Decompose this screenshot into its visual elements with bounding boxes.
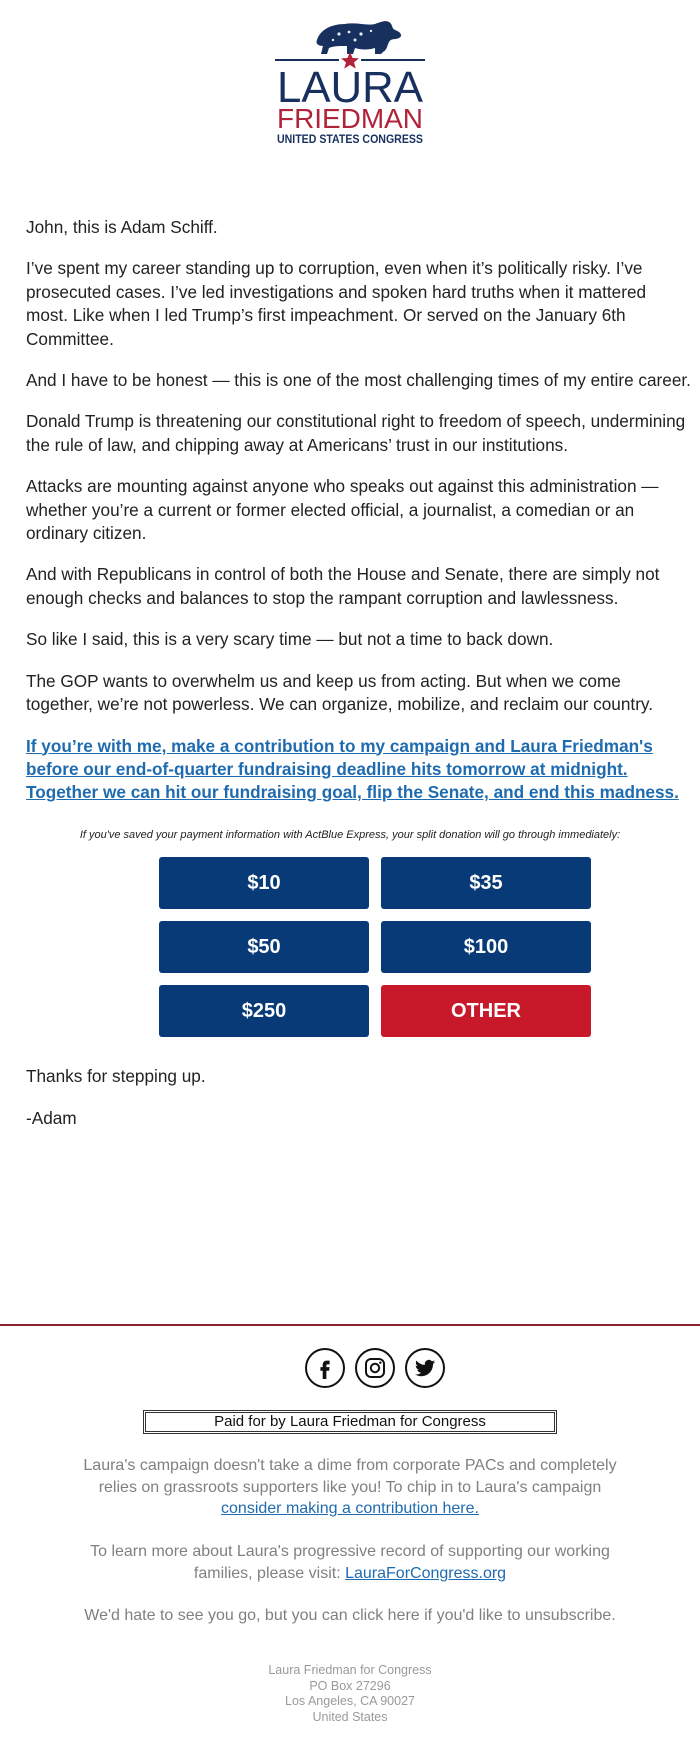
website-link[interactable]: LauraForCongress.org: [345, 1564, 507, 1582]
unsubscribe-link[interactable]: We'd hate to see you go, but you can click here if you'd like to unsubscribe.: [84, 1607, 616, 1624]
campaign-logo: [0, 10, 700, 155]
bear-icon: [316, 21, 401, 54]
paid-for-disclaimer: Paid for by Laura Friedman for Congress: [143, 1410, 557, 1434]
paragraph-gop: The GOP wants to overwhelm us and keep us from acting. But when we come together, we’re not powerless. We can organize, mobilize, and reclaim our country.: [26, 670, 654, 715]
contribution-link[interactable]: consider making a contribution here.: [221, 1500, 479, 1518]
logo-subtitle: UNITED STATES CONGRESS: [277, 132, 423, 146]
paragraph-scary: So like I said, this is a very scary time — but not a time to back down.: [26, 629, 554, 650]
donate-10-button[interactable]: $10: [159, 857, 369, 909]
footer-pacs-text: Laura's campaign doesn't take a dime from corporate PACs and completely relies on grassroots supporters like you! To chip in to Laura's campaign consider making a contribution here.: [83, 1457, 617, 1518]
instagram-icon[interactable]: [355, 1348, 395, 1388]
signature: -Adam: [26, 1108, 77, 1128]
logo-last-name: FRIEDMAN: [277, 103, 423, 134]
donate-35-button[interactable]: $35: [381, 857, 591, 909]
logo-first-name: LAURA: [277, 63, 424, 112]
twitter-icon[interactable]: [405, 1348, 445, 1388]
paragraph-republicans: And with Republicans in control of both the House and Senate, there are simply not enough checks and balances to stop the rampant corruption and lawlessness.: [26, 564, 660, 608]
paragraph-honest: And I have to be honest — this is one of the most challenging times of my entire career.: [26, 370, 691, 391]
greeting: John, this is Adam Schiff.: [26, 217, 218, 237]
footer-learn-text: To learn more about Laura's progressive record of supporting our working families, please visit: LauraForCongress.org: [90, 1543, 610, 1582]
paragraph-attacks: Attacks are mounting against anyone who speaks out against this administration — whether you’re a current or former elected official, a journalist, a comedian or an ordinary citizen.: [26, 476, 659, 544]
letter-body: [26, 216, 700, 805]
donate-100-button[interactable]: $100: [381, 921, 591, 973]
facebook-icon[interactable]: [305, 1348, 345, 1388]
paragraph-career: I’ve spent my career standing up to corruption, even when it’s politically risky. I’ve prosecuted cases. I’ve led investigations and spoken hard truths when it mattered most. Like when I led Trump’s first impeachment. Or served on the January 6th Committee.: [26, 258, 647, 349]
footer-divider: [0, 1324, 700, 1326]
mailing-address: Laura Friedman for Congress PO Box 27296 Los Angeles, CA 90027 United States: [268, 1663, 432, 1724]
cta-link[interactable]: If you’re with me, make a contribution to my campaign and Laura Friedman's before our end-of-quarter fundraising deadline hits tomorrow at midnight. Together we can hit our fundraising goal, flip the Senate, and end this madness.: [26, 735, 679, 803]
actblue-express-note: If you've saved your payment information with ActBlue Express, your split donation will go through immediately:: [79, 829, 621, 841]
closing-thanks: Thanks for stepping up.: [26, 1066, 206, 1086]
donate-250-button[interactable]: $250: [159, 985, 369, 1037]
paragraph-trump: Donald Trump is threatening our constitutional right to freedom of speech, undermining the rule of law, and chipping away at Americans’ trust in our institutions.: [26, 411, 686, 455]
donate-other-button[interactable]: OTHER: [381, 985, 591, 1037]
donate-50-button[interactable]: $50: [159, 921, 369, 973]
